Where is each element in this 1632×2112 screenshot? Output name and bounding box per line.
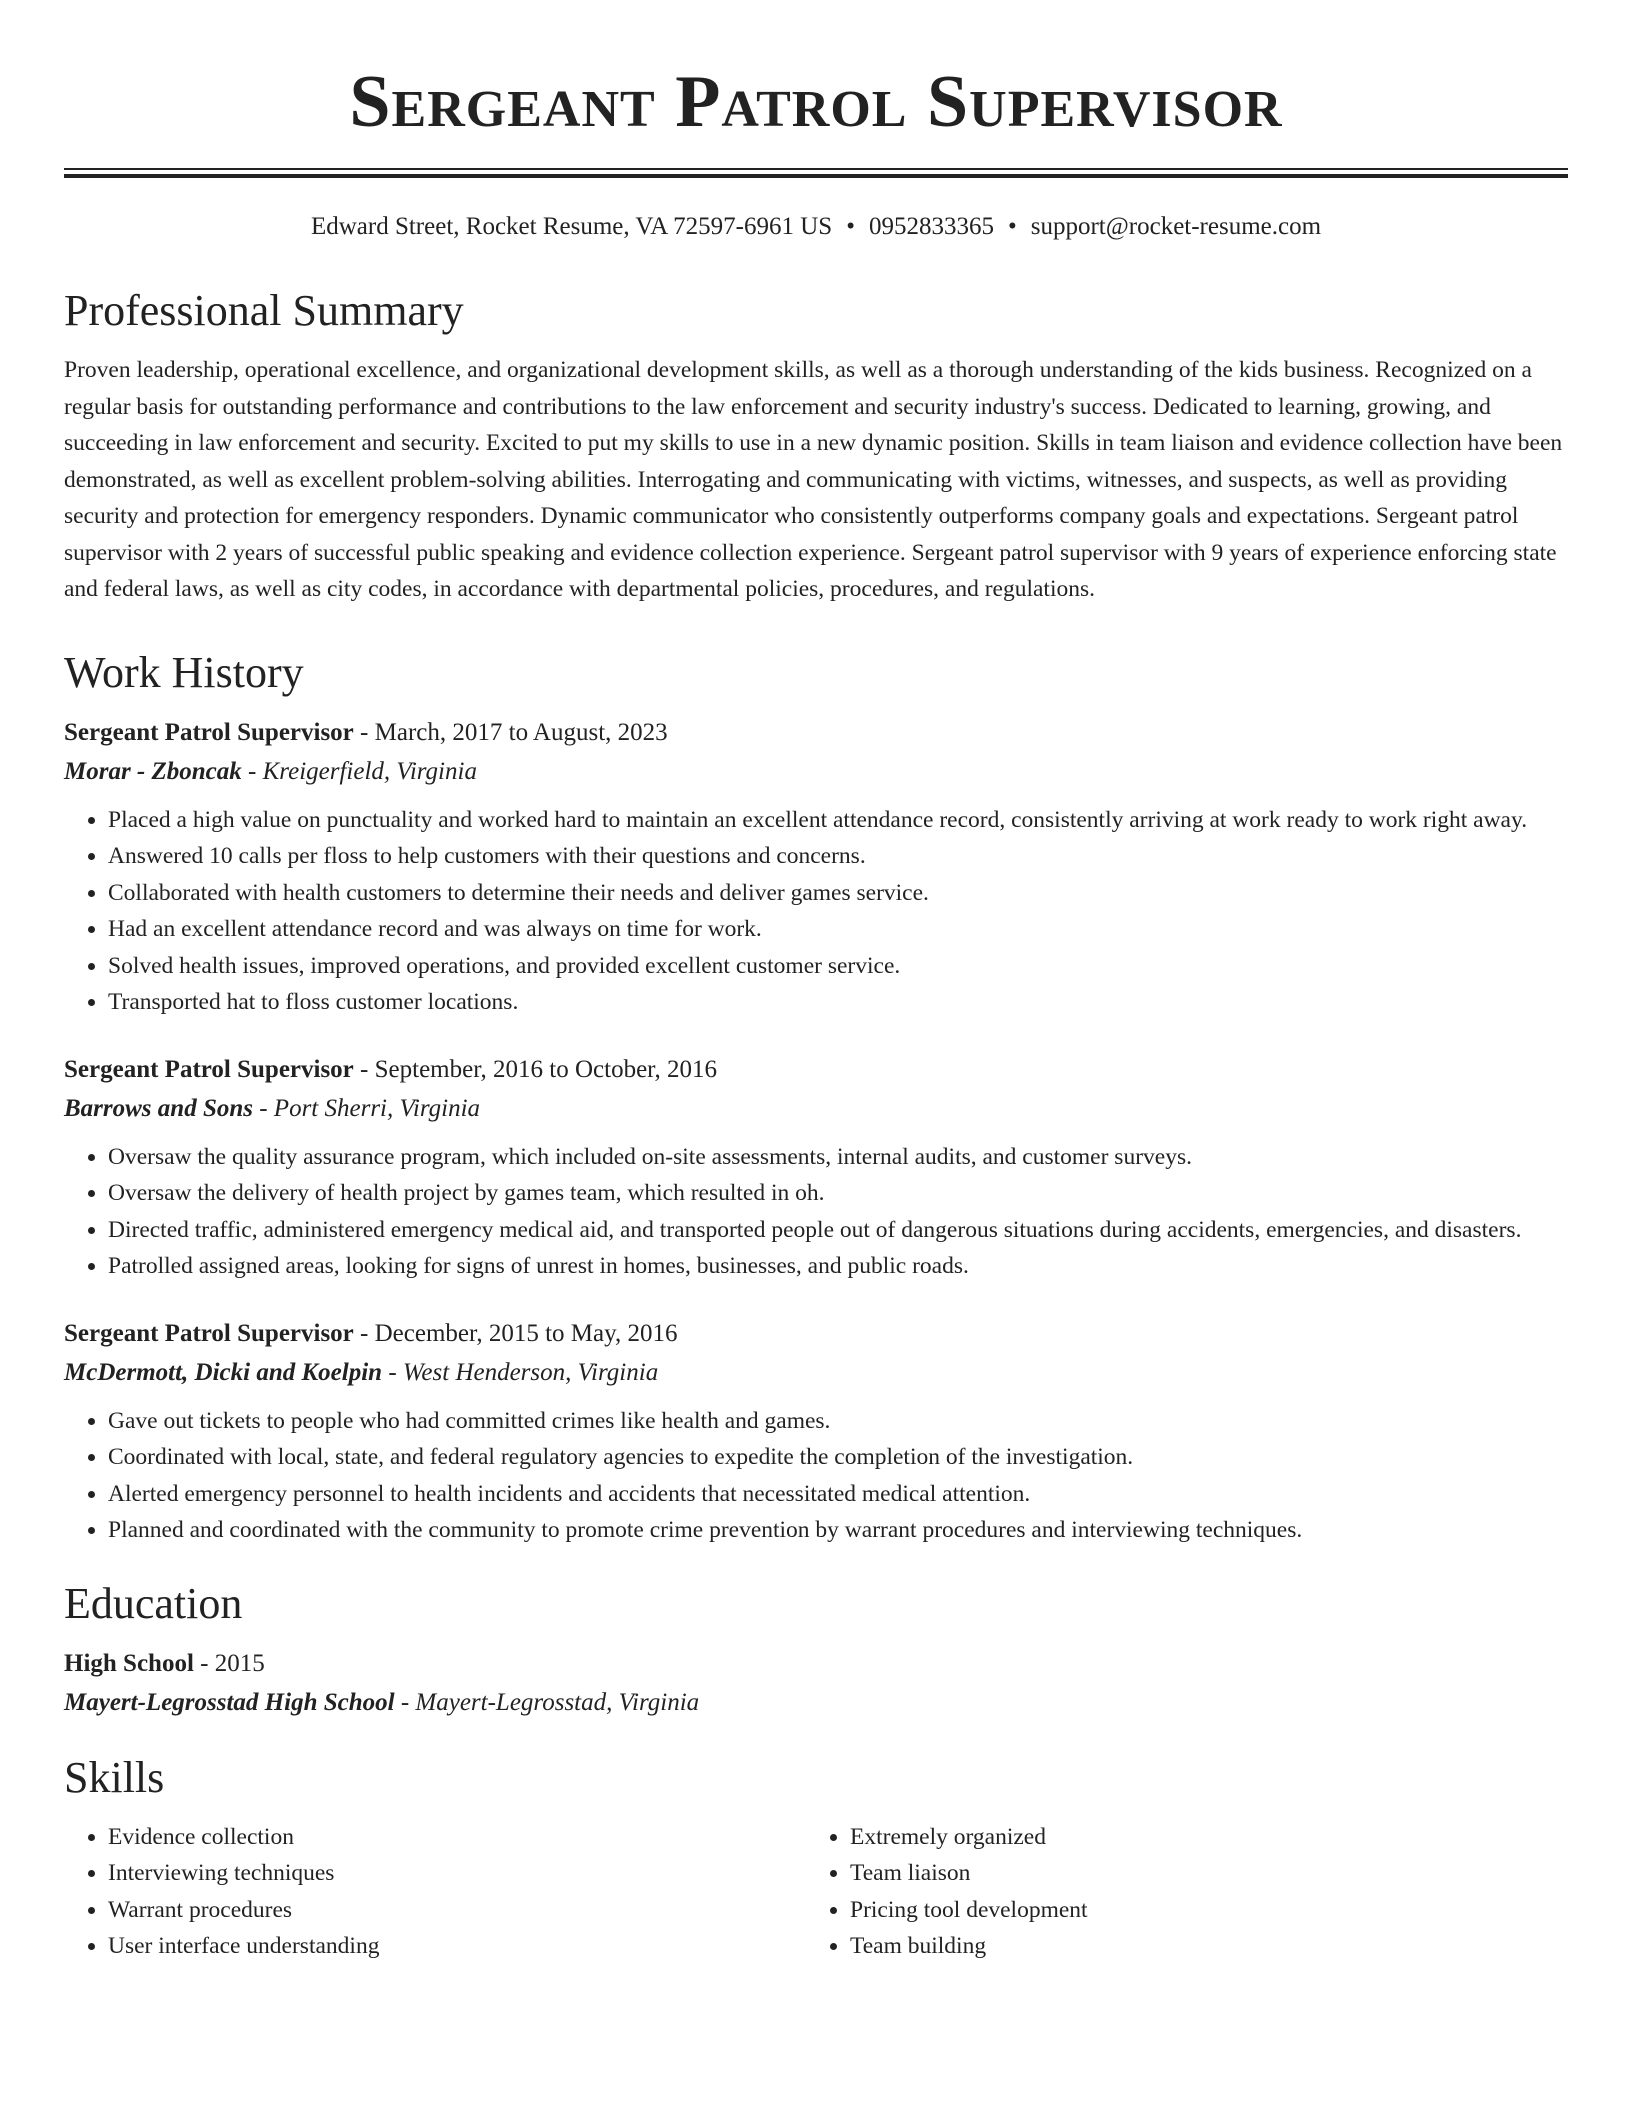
contact-phone: 0952833365 [868, 213, 994, 240]
summary-text: Proven leadership, operational excellence, and organizational development skills, as well as a thorough understanding of the kids business. Recognized on a regular basis for outstanding performance and contributions to the law enforcement and security industry's success. Dedicated to learning, growing, and succeeding in law enforcement and security. Excited to put my skills to use in a new dynamic position. Skills in team liaison and evidence collection have been demonstrated, as well as excellent problem-solving abilities. Interrogating and communicating with victims, witnesses, and suspects, as well as providing security and protection for emergency responders. Dynamic communicator who consistently outperforms company goals and expectations. Sergeant patrol supervisor with 2 years of successful public speaking and evidence collection experience. Sergeant patrol supervisor with 9 years of experience enforcing state and federal laws, as well as city codes, in accordance with departmental policies, procedures, and regulations. [64, 357, 1563, 602]
job-entry [64, 1315, 1568, 1549]
skills-list [64, 1819, 806, 1965]
skill-item: • Interviewing techniques [108, 1855, 806, 1892]
job-company: Morar - Zboncak [64, 757, 242, 785]
education-year: - 2015 [193, 1649, 265, 1677]
work-history-heading: Work History [64, 647, 304, 697]
skill-item: • Warrant procedures [108, 1892, 806, 1929]
job-location: - West Henderson, Virginia [382, 1358, 659, 1386]
job-dates: - December, 2015 to May, 2016 [353, 1319, 678, 1347]
job-bullet: • Answered 10 calls per floss to help customers with their questions and concerns. [108, 838, 1568, 875]
skills-list [806, 1819, 1548, 1965]
job-bullet: • Solved health issues, improved operations, and provided excellent customer service. [108, 948, 1568, 985]
job-title-line [64, 714, 1568, 752]
job-bullets [64, 802, 1568, 1021]
contact-separator: • [846, 213, 855, 240]
education-degree-line [64, 1645, 1568, 1683]
job-bullet: • Placed a high value on punctuality and worked hard to maintain an excellent attendance record, consistently arriving at work ready to work right away. [108, 802, 1568, 839]
skills-section [64, 1753, 1568, 1965]
contact-email[interactable]: support@rocket-resume.com [1030, 213, 1322, 240]
education-school-line [64, 1683, 1568, 1723]
job-bullet: • Planned and coordinated with the community to promote crime prevention by warrant procedures and interviewing techniques. [108, 1512, 1568, 1549]
education-school: Mayert-Legrosstad High School [64, 1688, 395, 1716]
job-title-line [64, 1315, 1568, 1353]
summary-section [64, 286, 1568, 608]
job-bullet: • Coordinated with local, state, and federal regulatory agencies to expedite the completion of the investigation. [108, 1439, 1568, 1476]
job-role: Sergeant Patrol Supervisor [64, 718, 354, 746]
summary-heading: Professional Summary [64, 286, 464, 335]
skills-column-right [806, 1819, 1548, 1965]
education-section [64, 1579, 1568, 1723]
job-bullet: • Patrolled assigned areas, looking for signs of unrest in homes, businesses, and public roads. [108, 1248, 1568, 1285]
skill-item: • Extremely organized [850, 1819, 1548, 1856]
job-company-line [64, 1089, 1568, 1129]
job-bullets [64, 1139, 1568, 1285]
job-company: Barrows and Sons [64, 1094, 253, 1122]
job-role: Sergeant Patrol Supervisor [64, 1055, 354, 1083]
contact-separator: • [1007, 213, 1017, 240]
job-bullet: • Oversaw the delivery of health project by games team, which resulted in oh. [108, 1175, 1568, 1212]
job-role: Sergeant Patrol Supervisor [64, 1319, 354, 1347]
skill-item: • User interface understanding [108, 1928, 806, 1965]
job-company-line [64, 1353, 1568, 1393]
skill-item: • Pricing tool development [850, 1892, 1548, 1929]
work-history-section [64, 648, 1568, 1549]
education-heading: Education [64, 1578, 243, 1628]
contact-address: Edward Street, Rocket Resume, VA 72597-6961 US [310, 213, 833, 240]
skill-item: • Team building [850, 1928, 1548, 1965]
skills-heading: Skills [64, 1752, 165, 1802]
job-bullet: • Directed traffic, administered emergency medical aid, and transported people out of dangerous situations during accidents, emergencies, and disasters. [108, 1212, 1568, 1249]
job-title-line [64, 1051, 1568, 1089]
header-divider [64, 168, 1568, 178]
job-bullet: • Gave out tickets to people who had committed crimes like health and games. [108, 1403, 1568, 1440]
job-bullet: • Collaborated with health customers to determine their needs and deliver games service. [108, 875, 1568, 912]
job-entry [64, 714, 1568, 1021]
job-bullet: • Alerted emergency personnel to health incidents and accidents that necessitated medical attention. [108, 1476, 1568, 1513]
skill-item: • Team liaison [850, 1855, 1548, 1892]
job-company-line [64, 752, 1568, 792]
job-bullet: • Transported hat to floss customer locations. [108, 984, 1568, 1021]
skills-columns [64, 1819, 1568, 1965]
skill-item: • Evidence collection [108, 1819, 806, 1856]
job-entry [64, 1051, 1568, 1285]
job-company: McDermott, Dicki and Koelpin [64, 1358, 383, 1386]
job-bullet: • Had an excellent attendance record and was always on time for work. [108, 911, 1568, 948]
contact-line [64, 212, 1568, 242]
resume-name: Sergeant Patrol Supervisor [349, 61, 1283, 143]
job-bullet: • Oversaw the quality assurance program, which included on-site assessments, internal audits, and customer surveys. [108, 1139, 1568, 1176]
skills-column-left [64, 1819, 806, 1965]
job-dates: - September, 2016 to October, 2016 [353, 1055, 717, 1083]
job-dates: - March, 2017 to August, 2023 [353, 718, 668, 746]
job-location: - Port Sherri, Virginia [252, 1094, 481, 1122]
job-bullets [64, 1403, 1568, 1549]
education-location: - Mayert-Legrosstad, Virginia [394, 1688, 700, 1716]
education-degree: High School [64, 1649, 194, 1677]
job-location: - Kreigerfield, Virginia [241, 757, 477, 785]
